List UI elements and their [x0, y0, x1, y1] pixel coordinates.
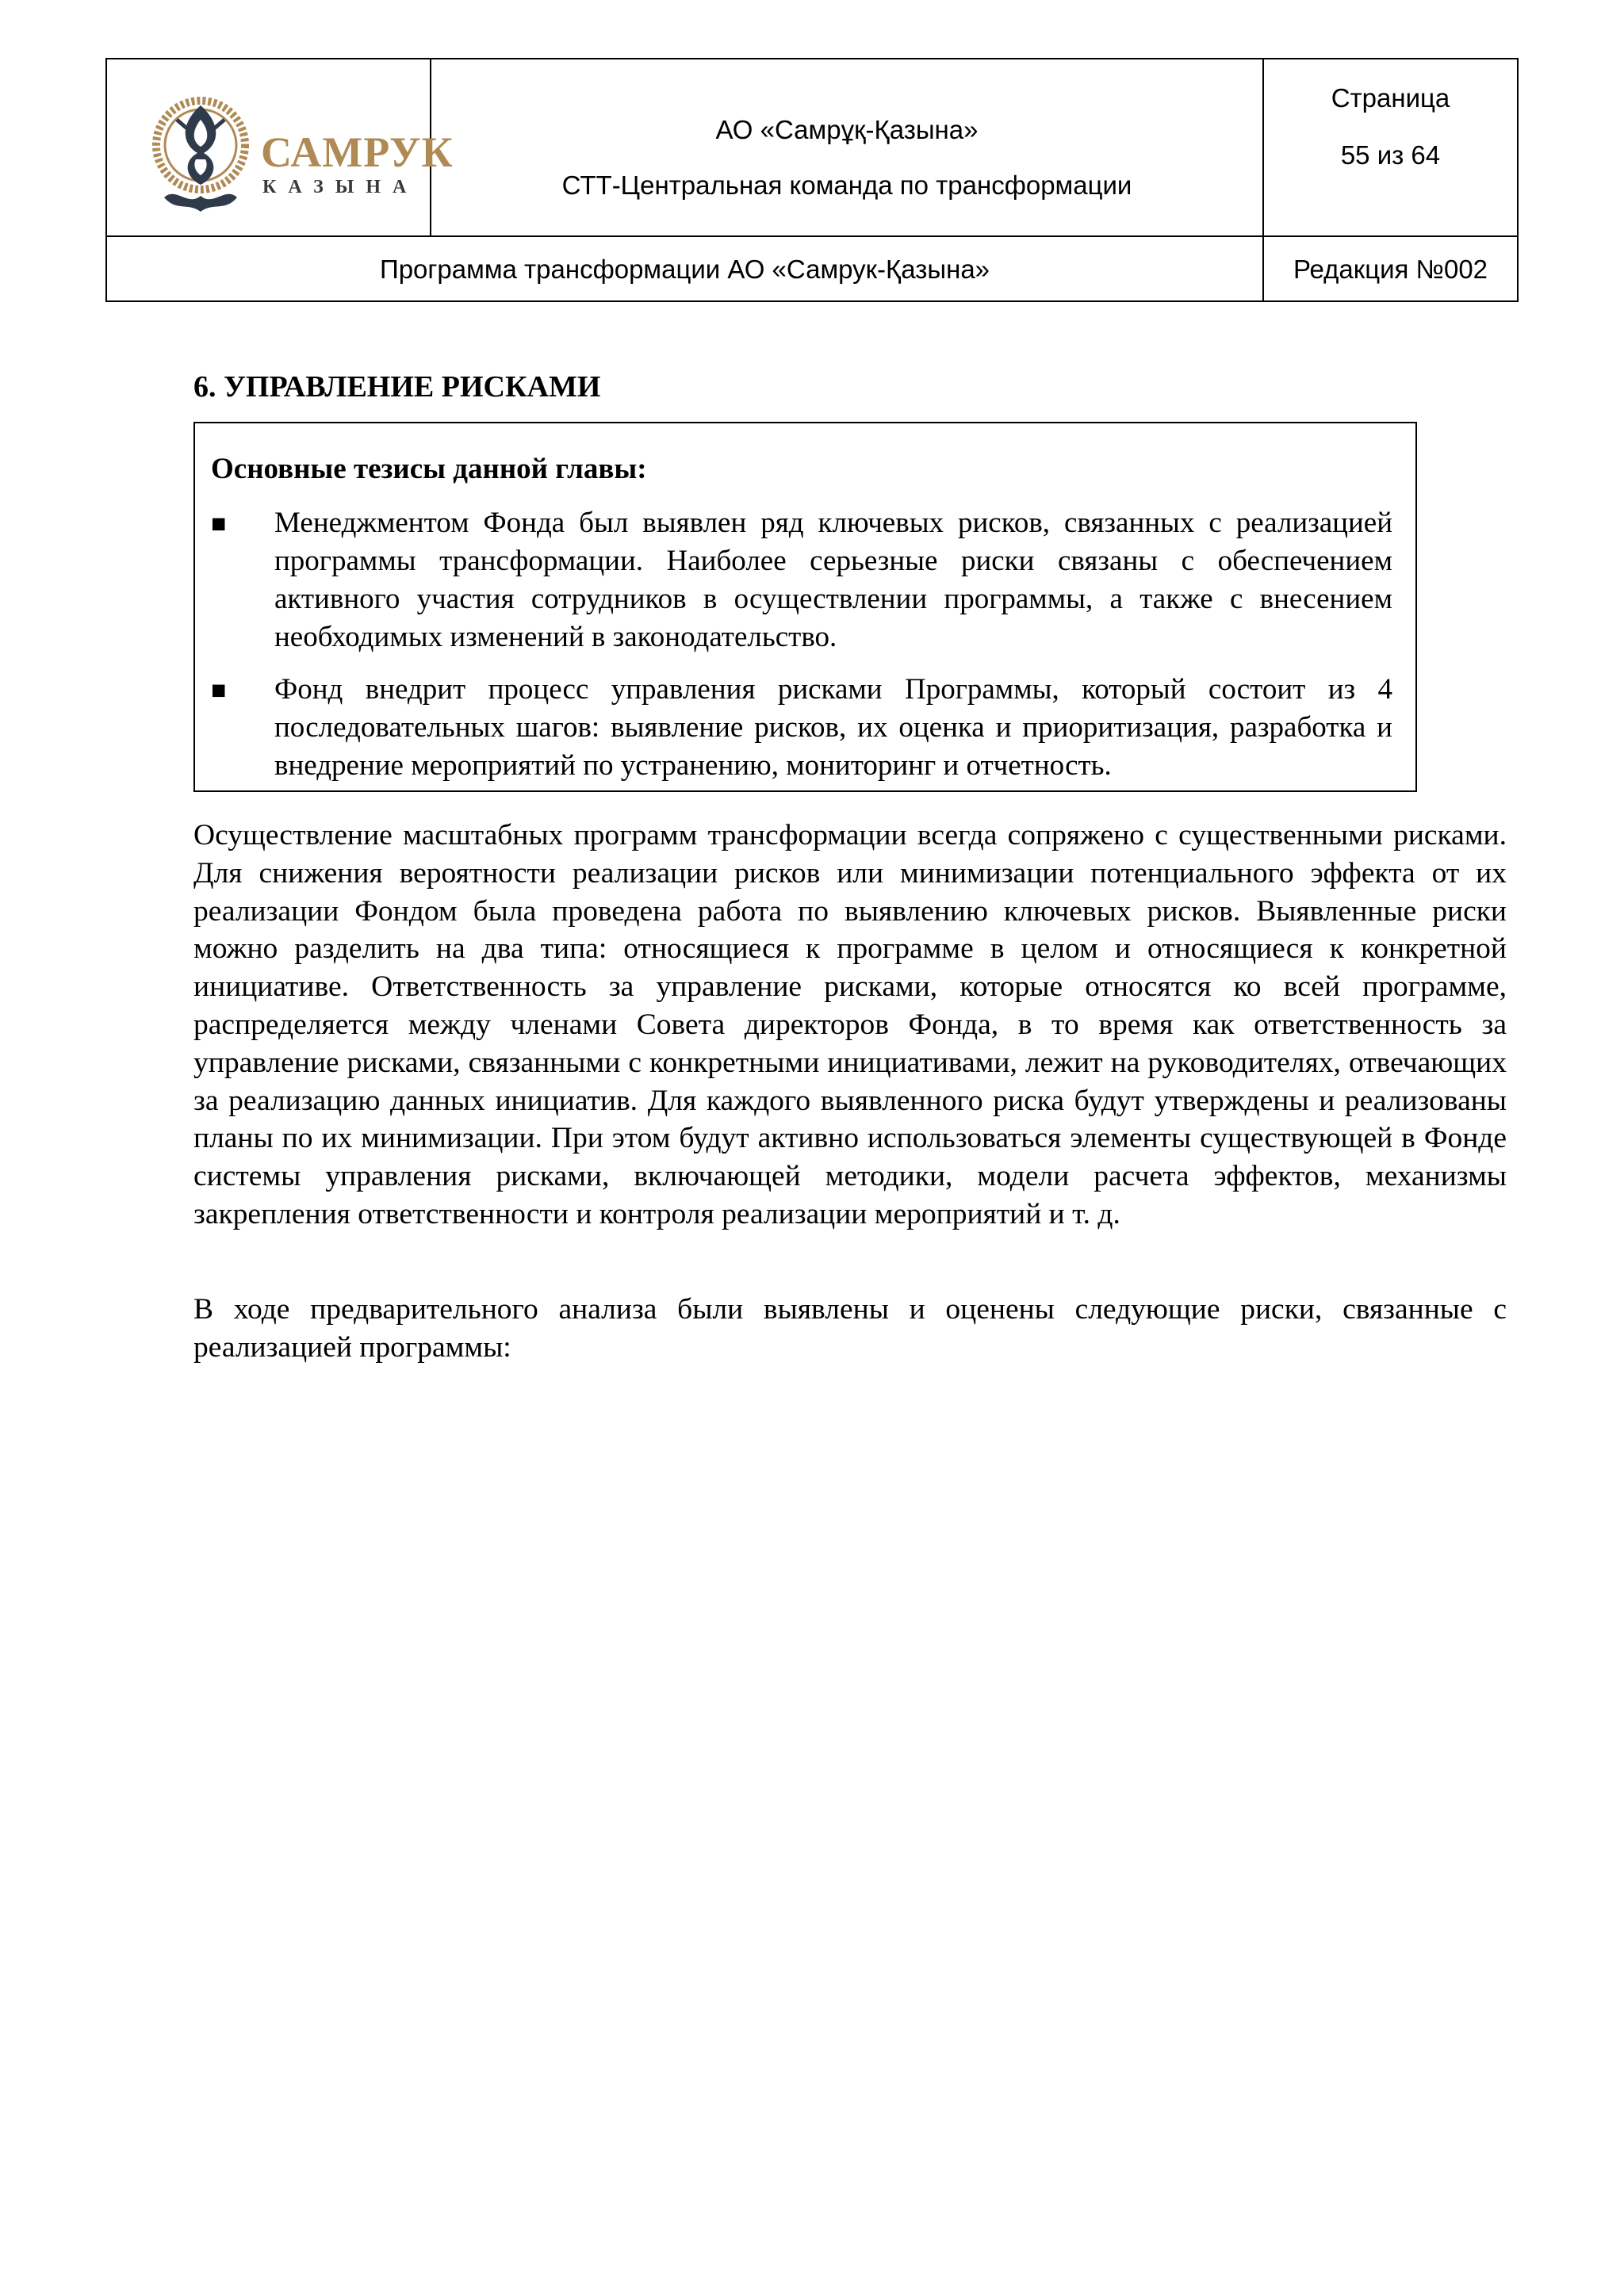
samruk-kazyna-logo: [148, 88, 454, 215]
thesis-bullet-text: Менеджментом Фонда был выявлен ряд ключевых рисков, связанных с реализацией программы трансформации. Наиболее серьезные риски связаны с обеспечением активного участия сотрудников в осуществлении программы, а также с внесением необходимых изменений в законодательство.: [274, 507, 1392, 653]
header-bottom-row: [107, 237, 1517, 302]
logo-subwordmark: КАЗЫНА: [262, 177, 419, 197]
header-title-cell: [431, 59, 1264, 235]
header-page-cell: [1264, 59, 1517, 235]
theses-heading: Основные тезисы данной главы:: [211, 453, 647, 485]
samruk-emblem-icon: [148, 88, 259, 215]
company-name: АО «Самрұқ-Қазына»: [715, 115, 979, 144]
header-top-row: [107, 59, 1517, 237]
program-title: Программа трансформации АО «Самрук-Қазына»: [107, 237, 1264, 302]
body-paragraph: Осуществление масштабных программ трансформации всегда сопряжено с существенными рисками. Для снижения вероятности реализации рисков или минимизации потенциального эффекта от их реализации Фондом была проведена работа по выявлению ключевых рисков. Выявленные риски можно разделить на два типа: относящиеся к программе в целом и относящиеся к конкретной инициативе. Ответственность за управление рисками, которые относятся ко всей программе, распределяется между членами Совета директоров Фонда, в то время как ответственность за управление рисками, связанными с конкретными инициативами, лежит на руководителях, отвечающих за реализацию данных инициатив. Для каждого выявленного риска будут утверждены и реализованы планы по их минимизации. При этом будут активно использоваться элементы существующей в Фонде системы управления рисками, включающей методики, модели расчета эффектов, механизмы закрепления ответственности и контроля реализации мероприятий и т. д.: [193, 819, 1507, 1230]
logo-wordmark: САМРУК: [261, 128, 454, 176]
page-number: 55 из 64: [1340, 140, 1441, 170]
section-title: 6. УПРАВЛЕНИЕ РИСКАМИ: [193, 370, 601, 404]
team-name: СТТ-Центральная команда по трансформации: [561, 170, 1132, 200]
square-bullet-icon: ■: [211, 509, 227, 538]
key-theses-box: [193, 422, 1417, 792]
document-header: [105, 58, 1519, 302]
body-paragraph: В ходе предварительного анализа были выявлены и оценены следующие риски, связанные с реализацией программы:: [193, 1293, 1507, 1364]
revision-number: Редакция №002: [1293, 254, 1488, 284]
page-label: Страница: [1331, 83, 1450, 113]
header-logo-cell: [107, 59, 454, 235]
square-bullet-icon: ■: [211, 675, 227, 704]
thesis-bullet-text: Фонд внедрит процесс управления рисками Программы, который состоит из 4 последовательных шагов: выявление рисков, их оценка и приоритизация, разработка и внедрение мероприятий по устранению, мониторинг и отчетность.: [274, 673, 1392, 782]
